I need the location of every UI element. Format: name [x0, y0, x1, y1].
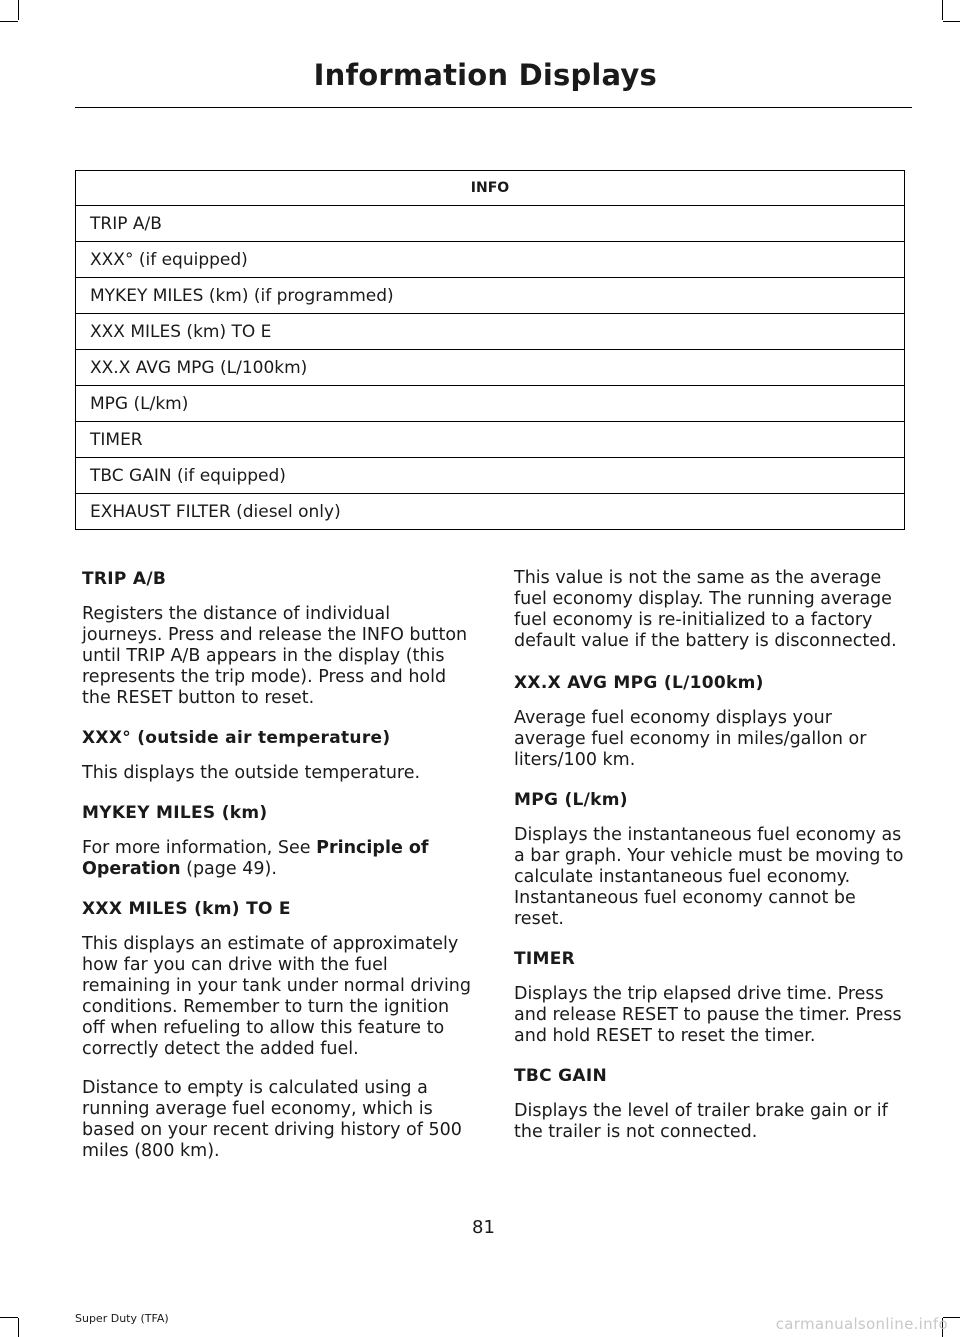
section-heading-mpg: MPG (L/km): [514, 790, 628, 810]
section-heading-trip: TRIP A/B: [82, 569, 167, 589]
table-row: MYKEY MILES (km) (if programmed): [76, 278, 905, 314]
info-table: [75, 170, 905, 530]
edition-label: Super Duty (TFA): [75, 1312, 169, 1325]
right-column: [514, 568, 906, 1161]
crop-mark: [18, 0, 19, 20]
table-row: TBC GAIN (if equipped): [76, 458, 905, 494]
left-column: [82, 568, 474, 1180]
section-body-distance-to-empty-2: Distance to empty is calculated using a running average fuel economy, which is based on your recent driving history of 500 miles (800 km).: [82, 1078, 462, 1161]
section-body-mpg: Displays the instantaneous fuel economy as a bar graph. Your vehicle must be moving to calculate instantaneous fuel economy. Instantaneous fuel economy cannot be reset.: [514, 825, 904, 929]
table-row: EXHAUST FILTER (diesel only): [76, 494, 905, 530]
principle-of-operation-link[interactable]: Principle of Operation: [82, 838, 429, 879]
crop-mark: [18, 1318, 19, 1337]
table-row: XXX MILES (km) TO E: [76, 314, 905, 350]
crop-mark: [942, 0, 943, 20]
section-body-continued: This value is not the same as the average fuel economy display. The running average fuel economy is re-initialized to a factory default value if the battery is disconnected.: [514, 568, 897, 651]
section-heading-distance-to-empty: XXX MILES (km) TO E: [82, 899, 291, 919]
section-body-tbc-gain: Displays the level of trailer brake gain or if the trailer is not connected.: [514, 1101, 888, 1142]
section-body-trip: Registers the distance of individual journeys. Press and release the INFO button until TRIP A/B appears in the display (this represents the trip mode). Press and hold the RESET button to reset.: [82, 604, 468, 708]
section-body-distance-to-empty: This displays an estimate of approximately how far you can drive with the fuel remaining in your tank under normal driving conditions. Remember to turn the ignition off when refueling to allow this feature to correctly detect the added fuel.: [82, 934, 472, 1059]
crop-mark: [943, 21, 960, 22]
section-body-timer: Displays the trip elapsed drive time. Press and release RESET to pause the timer. Press and hold RESET to reset the timer.: [514, 984, 902, 1046]
table-row: MPG (L/km): [76, 386, 905, 422]
section-heading-tbc-gain: TBC GAIN: [514, 1066, 608, 1086]
header-divider: [75, 107, 912, 108]
section-heading-temperature: XXX° (outside air temperature): [82, 728, 391, 748]
section-heading-mykey: MYKEY MILES (km): [82, 803, 268, 823]
section-heading-timer: TIMER: [514, 949, 576, 969]
mykey-body-suffix: (page 49).: [180, 859, 277, 879]
section-heading-avg-mpg: XX.X AVG MPG (L/100km): [514, 673, 764, 693]
info-table-heading: INFO: [76, 171, 905, 206]
section-body-temperature: This displays the outside temperature.: [82, 763, 421, 783]
table-row: TIMER: [76, 422, 905, 458]
crop-mark: [0, 1317, 18, 1318]
page-number: 81: [472, 1217, 495, 1238]
section-body-mykey: [82, 838, 474, 880]
mykey-body-prefix: For more information, See: [82, 838, 317, 858]
watermark: carmanualsonline.info: [775, 1315, 948, 1333]
table-row: TRIP A/B: [76, 206, 905, 242]
page-title: Information Displays: [313, 58, 657, 92]
crop-mark: [0, 21, 18, 22]
table-row: XX.X AVG MPG (L/100km): [76, 350, 905, 386]
table-row: XXX° (if equipped): [76, 242, 905, 278]
section-body-avg-mpg: Average fuel economy displays your average fuel economy in miles/gallon or liters/100 km.: [514, 708, 867, 770]
